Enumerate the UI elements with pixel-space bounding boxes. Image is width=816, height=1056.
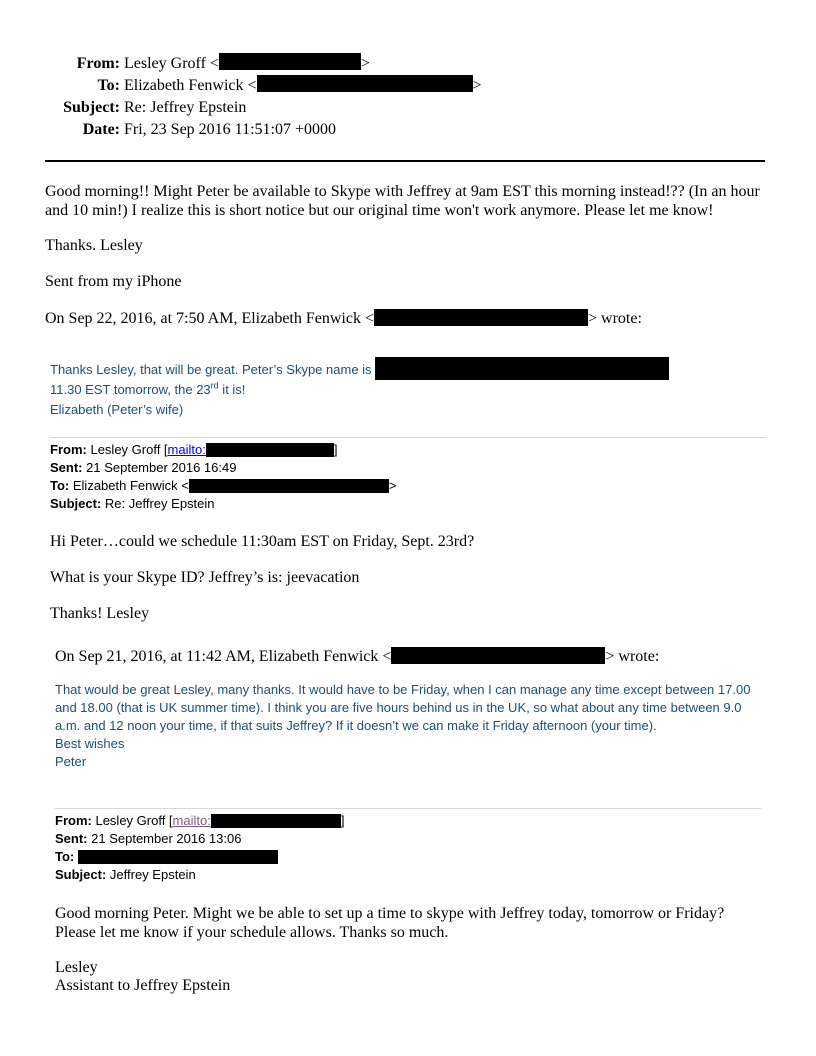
date-row xyxy=(58,119,482,141)
signature-title: Assistant to Jeffrey Epstein xyxy=(55,977,231,994)
from-row xyxy=(58,53,482,75)
mailto-link[interactable]: mailto: xyxy=(172,813,211,828)
email-divider xyxy=(50,437,766,438)
to-row xyxy=(55,848,344,866)
mailto-link[interactable]: mailto: xyxy=(167,442,206,457)
sent-value: 21 September 2016 16:49 xyxy=(86,460,237,475)
email3-header xyxy=(55,812,344,884)
from-label: From: xyxy=(76,55,120,72)
subject-value: Jeffrey Epstein xyxy=(109,867,196,882)
email-header xyxy=(58,53,482,141)
to-row xyxy=(58,75,482,97)
from-row xyxy=(55,812,344,830)
body-paragraph: What is your Skype ID? Jeffrey’s is: jeevacation xyxy=(50,569,360,586)
subject-value: Re: Jeffrey Epstein xyxy=(104,496,215,511)
email-divider xyxy=(55,808,761,809)
bracket-close: > xyxy=(360,55,370,72)
from-value: Lesley Groff [ xyxy=(95,813,173,828)
sent-row xyxy=(55,830,344,848)
quote-intro-end: > wrote: xyxy=(605,648,660,665)
redaction-bar xyxy=(78,850,278,864)
reply-text: it is! xyxy=(218,382,246,397)
quote-intro xyxy=(55,647,780,666)
to-label: To: xyxy=(55,849,75,864)
redaction-bar xyxy=(257,75,473,92)
superscript: rd xyxy=(210,380,219,391)
from-value: Lesley Groff < xyxy=(124,55,219,72)
bracket-close: ] xyxy=(333,442,338,457)
sent-from-line: Sent from my iPhone xyxy=(45,273,182,290)
from-label: From: xyxy=(55,813,92,828)
reply-line xyxy=(50,380,750,400)
reply-signature: Elizabeth (Peter’s wife) xyxy=(50,402,184,417)
sent-label: Sent: xyxy=(50,460,83,475)
reply-line xyxy=(50,357,750,380)
reply-signature: Peter xyxy=(55,754,87,769)
bracket-close: > xyxy=(388,478,397,493)
body-paragraph: Thanks! Lesley xyxy=(50,605,150,622)
bracket-close: ] xyxy=(340,813,345,828)
reply-text: 11.30 EST tomorrow, the 23 xyxy=(50,382,211,397)
email2-header xyxy=(50,441,396,513)
reply-closing: Best wishes xyxy=(55,736,125,751)
reply-block xyxy=(55,681,755,771)
sent-row xyxy=(50,459,396,477)
subject-row xyxy=(55,866,344,884)
redaction-bar xyxy=(211,814,341,828)
to-label: To: xyxy=(97,77,120,94)
bracket-close: > xyxy=(472,77,482,94)
date-value: Fri, 23 Sep 2016 11:51:07 +0000 xyxy=(124,121,336,138)
to-value: Elizabeth Fenwick < xyxy=(72,478,189,493)
quote-intro xyxy=(45,309,770,328)
reply-text: Thanks Lesley, that will be great. Peter’s Skype name is xyxy=(50,362,372,377)
sent-value: 21 September 2016 13:06 xyxy=(91,831,242,846)
quote-intro-end: > wrote: xyxy=(587,310,642,327)
redaction-bar xyxy=(374,309,588,326)
reply-block xyxy=(50,357,750,420)
redaction-bar xyxy=(219,53,361,70)
date-label: Date: xyxy=(82,121,120,138)
redaction-bar xyxy=(391,647,605,664)
to-value: Elizabeth Fenwick < xyxy=(124,77,257,94)
to-label: To: xyxy=(50,478,70,493)
from-label: From: xyxy=(50,442,87,457)
subject-label: Subject: xyxy=(55,867,107,882)
from-row xyxy=(50,441,396,459)
subject-row xyxy=(50,495,396,513)
subject-value: Re: Jeffrey Epstein xyxy=(124,99,247,116)
sent-label: Sent: xyxy=(55,831,88,846)
signature-name: Lesley xyxy=(55,959,98,976)
body-paragraph: Good morning Peter. Might we be able to set up a time to skype with Jeffrey today, tomorrow or Friday? Please let me know if your schedule allows. Thanks so much. xyxy=(55,905,725,941)
quote-intro-text: On Sep 22, 2016, at 7:50 AM, Elizabeth Fenwick < xyxy=(45,310,374,327)
quote-intro-text: On Sep 21, 2016, at 11:42 AM, Elizabeth Fenwick < xyxy=(55,648,392,665)
thanks-line: Thanks. Lesley xyxy=(45,237,143,254)
redaction-bar xyxy=(206,443,334,457)
redaction-bar xyxy=(189,479,389,493)
reply-text: That would be great Lesley, many thanks. It would have to be Friday, when I can manage any time except between 17.00 and 18.00 (that is UK summer time). I think you are five hours behind us in the UK, so what about any time between 9.0 a.m. and 12 noon your time, if that suits Jeffrey? If it doesn’t we can make it Friday afternoon (your time). xyxy=(55,682,751,733)
from-value: Lesley Groff [ xyxy=(90,442,168,457)
subject-label: Subject: xyxy=(50,496,102,511)
body-paragraph: Hi Peter…could we schedule 11:30am EST on Friday, Sept. 23rd? xyxy=(50,533,475,550)
subject-row xyxy=(58,97,482,119)
redaction-bar xyxy=(375,357,669,380)
body-paragraph: Good morning!! Might Peter be available to Skype with Jeffrey at 9am EST this morning instead!?? (In an hour and 10 min!) I realize this is short notice but our original time won't work anymore. Please let me know! xyxy=(45,183,760,219)
to-row xyxy=(50,477,396,495)
subject-label: Subject: xyxy=(63,99,120,116)
header-divider xyxy=(45,160,765,162)
